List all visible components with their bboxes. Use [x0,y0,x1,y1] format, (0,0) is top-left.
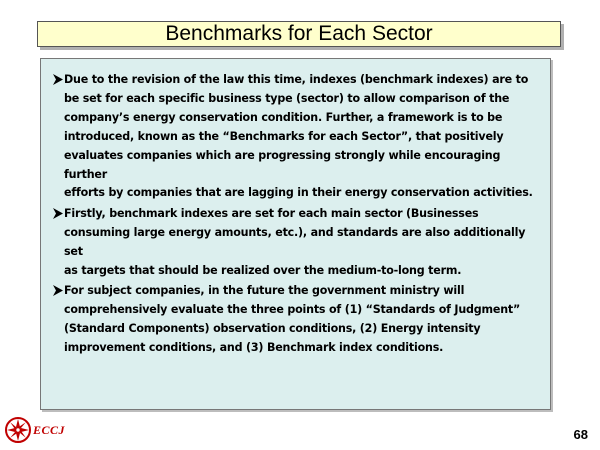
arrowhead-bullet-icon [52,205,64,221]
content-panel [40,58,551,410]
eccj-logo-icon [5,417,31,443]
page-number: 68 [573,427,588,442]
arrowhead-bullet-icon [52,71,64,87]
bullet-item [52,71,542,203]
slide-title-box [37,21,561,47]
eccj-logo [5,417,65,443]
logo-text: ECCJ [33,422,66,437]
arrowhead-bullet-icon [52,282,64,298]
slide-title: Benchmarks for Each Sector [165,22,433,45]
bullet-item [52,282,542,358]
bullet-text: Firstly, benchmark indexes are set for each main sector (Businesses consuming large energy amounts, etc.), and standards are also additionally set as targets that should be realized over the medium-to-long term. [64,207,526,277]
bullet-item [52,205,542,281]
bullet-text: For subject companies, in the future the government ministry will comprehensively evaluate the three points of (1) “Standards of Judgment” (Standard Components) observation conditions, (2) Energy intensity improvement conditions, and (3) Benchmark index conditions. [64,284,521,354]
bullet-text: Due to the revision of the law this time, indexes (benchmark indexes) are to be set for each specific business type (sector) to allow comparison of the company’s energy conservation condition. Further, a framework is to be introduced, known as the “Benchmarks for each Sector”, that positively evaluates companies which are progressing strongly while encouraging further efforts by companies that are lagging in their energy conservation activities. [64,73,533,200]
